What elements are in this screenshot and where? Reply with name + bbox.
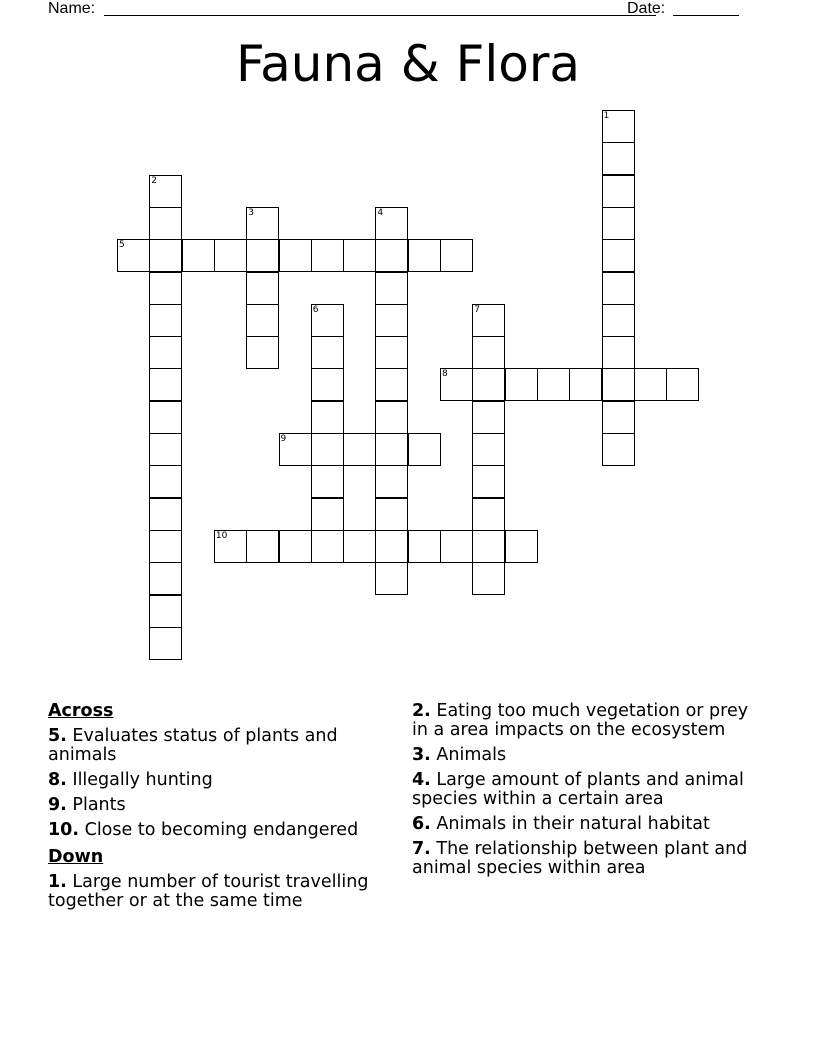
clue-number: 1. <box>48 872 67 892</box>
grid-cell[interactable] <box>149 207 182 240</box>
grid-cell[interactable] <box>472 304 505 337</box>
clue-text: Large number of tourist travelling together or at the same time <box>48 872 369 911</box>
grid-cell[interactable] <box>279 433 312 466</box>
grid-cell[interactable] <box>602 368 635 401</box>
grid-cell[interactable] <box>537 368 570 401</box>
grid-cell[interactable] <box>375 498 408 531</box>
cell-number: 1 <box>603 111 610 121</box>
grid-cell[interactable] <box>602 336 635 369</box>
grid-cell[interactable] <box>375 433 408 466</box>
grid-cell[interactable] <box>408 239 441 272</box>
cell-number: 5 <box>119 240 125 251</box>
date-label: Date: <box>627 0 666 17</box>
grid-cell[interactable] <box>246 530 279 563</box>
grid-cell[interactable] <box>602 175 635 208</box>
clue-down-4 <box>412 771 762 809</box>
grid-cell[interactable] <box>149 304 182 337</box>
grid-cell[interactable] <box>472 562 505 595</box>
grid-cell[interactable] <box>311 336 344 369</box>
grid-cell[interactable] <box>375 368 408 401</box>
grid-cell[interactable] <box>343 530 376 563</box>
clue-number: 3. <box>412 745 431 765</box>
grid-cell[interactable] <box>375 562 408 595</box>
grid-cell[interactable] <box>440 530 473 563</box>
grid-cell[interactable] <box>602 272 635 305</box>
grid-cell[interactable] <box>408 530 441 563</box>
grid-cell[interactable] <box>440 368 473 401</box>
grid-cell[interactable] <box>602 433 635 466</box>
grid-cell[interactable] <box>149 627 182 660</box>
clues-left-column <box>48 702 393 917</box>
grid-cell[interactable] <box>246 207 279 240</box>
grid-cell[interactable] <box>375 207 408 240</box>
clue-across-8 <box>48 771 393 790</box>
grid-cell[interactable] <box>375 239 408 272</box>
grid-cell[interactable] <box>149 368 182 401</box>
grid-cell[interactable] <box>246 239 279 272</box>
cell-number: 7 <box>474 304 481 315</box>
cell-number: 9 <box>280 434 287 444</box>
grid-cell[interactable] <box>279 530 312 563</box>
grid-cell[interactable] <box>472 498 505 531</box>
clue-number: 5. <box>48 726 67 746</box>
clue-text: Animals in their natural habitat <box>436 814 710 834</box>
grid-cell[interactable] <box>214 239 247 272</box>
grid-cell[interactable] <box>343 239 376 272</box>
grid-cell[interactable] <box>149 562 182 595</box>
clue-down-3 <box>412 746 762 765</box>
grid-cell[interactable] <box>149 465 182 498</box>
grid-cell[interactable] <box>602 401 635 434</box>
grid-cell[interactable] <box>214 530 247 563</box>
grid-cell[interactable] <box>246 272 279 305</box>
grid-cell[interactable] <box>149 175 182 208</box>
cell-number: 6 <box>312 304 319 315</box>
clue-text: Large amount of plants and animal species within a certain area <box>412 770 744 809</box>
grid-cell[interactable] <box>472 465 505 498</box>
grid-cell[interactable] <box>311 368 344 401</box>
puzzle-title: Fauna & Flora <box>235 35 581 93</box>
clue-number: 6. <box>412 814 431 834</box>
grid-cell[interactable] <box>311 433 344 466</box>
clue-down-1 <box>48 873 393 911</box>
grid-cell[interactable] <box>375 465 408 498</box>
clue-text: Evaluates status of plants and animals <box>48 726 338 765</box>
grid-cell[interactable] <box>182 239 215 272</box>
grid-cell[interactable] <box>311 530 344 563</box>
down-heading: Down <box>48 847 104 867</box>
grid-cell[interactable] <box>602 142 635 175</box>
grid-cell[interactable] <box>311 239 344 272</box>
grid-cell[interactable] <box>472 368 505 401</box>
cell-number: 4 <box>377 207 384 218</box>
clue-number: 10. <box>48 820 80 840</box>
grid-cell[interactable] <box>472 401 505 434</box>
grid-cell[interactable] <box>375 530 408 563</box>
grid-cell[interactable] <box>505 368 538 401</box>
grid-cell[interactable] <box>149 595 182 628</box>
grid-cell[interactable] <box>279 239 312 272</box>
clue-text: Eating too much vegetation or prey in a area impacts on the ecosystem <box>412 701 749 740</box>
clue-across-10 <box>48 821 393 840</box>
grid-cell[interactable] <box>472 433 505 466</box>
clue-across-5 <box>48 727 393 765</box>
clue-down-2 <box>412 702 762 740</box>
grid-cell[interactable] <box>602 110 635 143</box>
grid-cell[interactable] <box>149 272 182 305</box>
grid-cell[interactable] <box>311 498 344 531</box>
cell-number: 10 <box>215 530 228 541</box>
grid-cell[interactable] <box>472 530 505 563</box>
across-heading: Across <box>48 701 114 721</box>
cell-number: 2 <box>151 175 158 186</box>
grid-cell[interactable] <box>602 304 635 337</box>
cell-number: 8 <box>442 369 448 380</box>
clue-number: 8. <box>48 770 67 790</box>
clue-down-7 <box>412 840 762 878</box>
grid-cell[interactable] <box>149 433 182 466</box>
grid-cell[interactable] <box>246 336 279 369</box>
grid-cell[interactable] <box>117 239 150 272</box>
grid-cell[interactable] <box>634 368 667 401</box>
cell-number: 3 <box>248 207 254 218</box>
clue-number: 2. <box>412 701 431 721</box>
clue-number: 4. <box>412 770 431 790</box>
grid-cell[interactable] <box>602 207 635 240</box>
grid-cell[interactable] <box>149 498 182 531</box>
grid-cell[interactable] <box>311 465 344 498</box>
grid-cell[interactable] <box>375 401 408 434</box>
grid-cell[interactable] <box>408 433 441 466</box>
grid-cell[interactable] <box>149 530 182 563</box>
grid-cell[interactable] <box>505 530 538 563</box>
clues-right-column <box>412 702 762 884</box>
grid-cell[interactable] <box>149 239 182 272</box>
grid-cell[interactable] <box>602 239 635 272</box>
grid-cell[interactable] <box>375 336 408 369</box>
grid-cell[interactable] <box>440 239 473 272</box>
grid-cell[interactable] <box>375 272 408 305</box>
clue-text: Illegally hunting <box>72 770 213 790</box>
grid-cell[interactable] <box>343 433 376 466</box>
grid-cell[interactable] <box>149 336 182 369</box>
grid-cell[interactable] <box>569 368 602 401</box>
grid-cell[interactable] <box>472 336 505 369</box>
clue-text: Plants <box>72 795 126 815</box>
clue-across-9 <box>48 796 393 815</box>
grid-cell[interactable] <box>311 401 344 434</box>
clue-text: The relationship between plant and animal species within area <box>412 839 748 878</box>
clue-text: Animals <box>436 745 507 765</box>
name-label: Name: <box>48 0 96 17</box>
grid-cell[interactable] <box>246 304 279 337</box>
grid-cell[interactable] <box>666 368 699 401</box>
clue-number: 9. <box>48 795 67 815</box>
clue-down-6 <box>412 815 762 834</box>
grid-cell[interactable] <box>149 401 182 434</box>
clue-text: Close to becoming endangered <box>84 820 359 840</box>
clue-number: 7. <box>412 839 431 859</box>
grid-cell[interactable] <box>375 304 408 337</box>
grid-cell[interactable] <box>311 304 344 337</box>
